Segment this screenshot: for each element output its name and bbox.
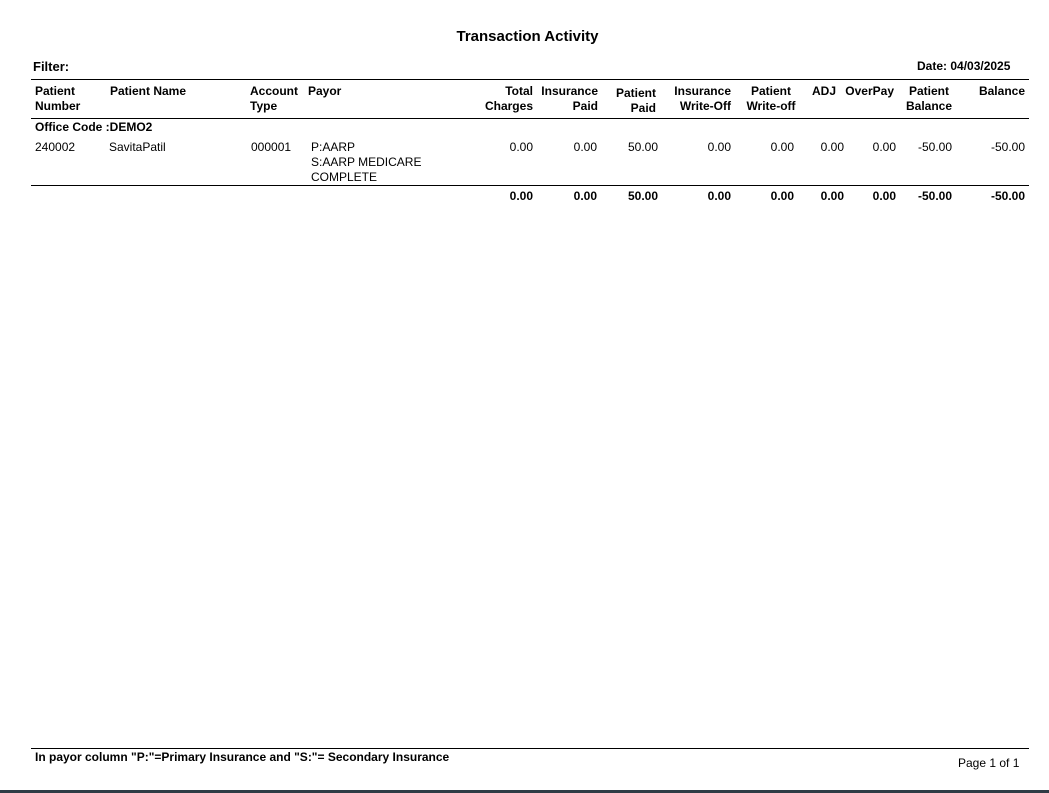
header-bottom-rule [31, 118, 1029, 119]
col-patient-name: Patient Name [110, 84, 187, 98]
col-total-charges: Total Charges [484, 84, 533, 113]
payor-line: P:AARP [311, 140, 356, 154]
col-patient-paid: Patient Paid [615, 86, 656, 115]
col-account-type: Account Type [250, 84, 298, 113]
payor-line: COMPLETE [311, 170, 378, 184]
total-patient-writeoff: 0.00 [770, 189, 794, 203]
total-overpay: 0.00 [872, 189, 896, 203]
cell-payor [311, 140, 421, 185]
cell-insurance-writeoff: 0.00 [707, 140, 731, 154]
col-insurance-writeoff: Insurance Write-Off [674, 84, 731, 113]
total-charges: 0.00 [509, 189, 533, 203]
totals-rule [31, 185, 1029, 186]
total-adj: 0.00 [820, 189, 844, 203]
cell-patient-writeoff: 0.00 [770, 140, 794, 154]
cell-adj: 0.00 [820, 140, 844, 154]
col-insurance-paid: Insurance Paid [541, 84, 598, 113]
cell-account-type: 000001 [251, 140, 292, 154]
filter-label: Filter: [33, 59, 70, 74]
cell-patient-balance: -50.00 [917, 140, 952, 154]
header-top-rule [31, 79, 1029, 80]
cell-patient-number: 240002 [35, 140, 76, 154]
office-code-label: Office Code :DEMO2 [35, 120, 153, 134]
col-patient-writeoff: Patient Write-off [746, 84, 796, 113]
cell-overpay: 0.00 [872, 140, 896, 154]
page-number: Page 1 of 1 [958, 756, 1020, 770]
total-insurance-paid: 0.00 [573, 189, 597, 203]
col-overpay: OverPay [845, 84, 894, 98]
col-balance: Balance [978, 84, 1025, 98]
cell-patient-name: SavitaPatil [109, 140, 166, 154]
col-payor: Payor [308, 84, 342, 98]
col-adj: ADJ [811, 84, 836, 98]
report-title: Transaction Activity [456, 28, 599, 45]
cell-insurance-paid: 0.00 [573, 140, 597, 154]
col-patient-number: Patient Number [35, 84, 81, 113]
cell-patient-paid: 50.00 [627, 140, 658, 154]
payor-legend: In payor column "P:"=Primary Insurance and "S:"= Secondary Insurance [35, 750, 450, 764]
total-patient-balance: -50.00 [917, 189, 952, 203]
col-patient-balance: Patient Balance [905, 84, 953, 113]
payor-line: S:AARP MEDICARE [311, 155, 422, 169]
cell-total-charges: 0.00 [509, 140, 533, 154]
total-insurance-writeoff: 0.00 [707, 189, 731, 203]
report-date: Date: 04/03/2025 [917, 59, 1011, 73]
total-balance: -50.00 [990, 189, 1025, 203]
footer-rule [31, 748, 1029, 749]
cell-balance: -50.00 [990, 140, 1025, 154]
total-patient-paid: 50.00 [627, 189, 658, 203]
